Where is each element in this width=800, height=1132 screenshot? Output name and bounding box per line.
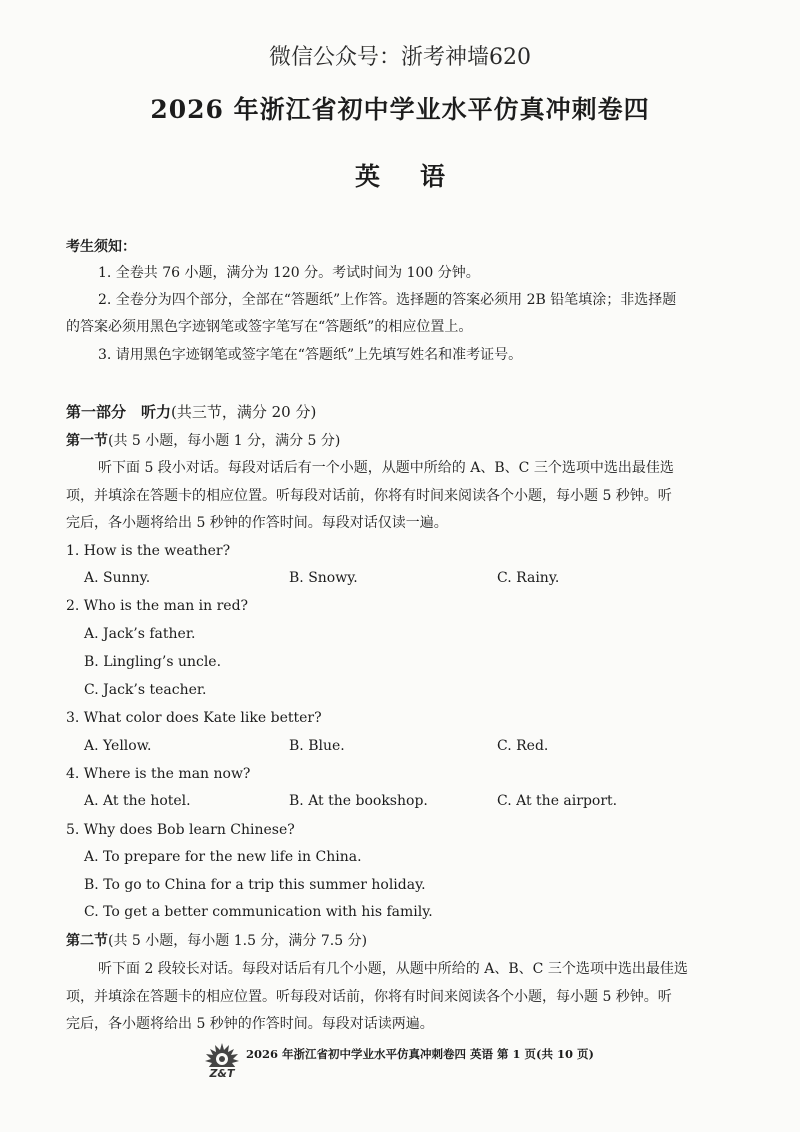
section1-intro-line-1: 听下面 5 段小对话。每段对话后有一个小题，从题中所给的 A、B、C 三个选项中选出最佳选 [98,460,674,476]
question-2: 2. Who is the man in red? [66,598,249,614]
section1-intro-line-2: 项，并填涂在答题卡的相应位置。听每段对话前，你将有时间来阅读各个小题，每小题 5 秒钟。听 [66,488,672,504]
section2-heading-note: (共 5 小题，每小题 1.5 分，满分 7.5 分) [108,933,368,949]
q4-option-b: B. At the bookshop. [289,793,428,809]
q2-option-c: C. Jack’s teacher. [84,682,207,698]
section2-intro-line-1: 听下面 2 段较长对话。每段对话后有几个小题，从题中所给的 A、B、C 三个选项中选出最佳选 [98,961,688,977]
notice-item-2-line-1: 2. 全卷分为四个部分，全部在“答题纸”上作答。选择题的答案必须用 2B 铅笔填涂；非选择题 [98,292,677,308]
section2-intro-line-2: 项，并填涂在答题卡的相应位置。听每段对话前，你将有时间来阅读各个小题，每小题 5 秒钟。听 [66,989,672,1005]
page-footer: 2026 年浙江省初中学业水平仿真冲刺卷四 英语 第 1 页(共 10 页) [246,1047,594,1061]
section1-intro-line-3: 完后，各小题将给出 5 秒钟的作答时间。每段对话仅读一遍。 [66,515,448,531]
q2-option-a: A. Jack’s father. [84,626,196,642]
notice-heading: 考生须知： [66,239,136,255]
q1-option-a: A. Sunny. [84,570,151,586]
q3-option-b: B. Blue. [289,738,345,754]
q1-option-b: B. Snowy. [289,570,358,586]
notice-item-2-line-2: 的答案必须用黑色字迹钢笔或签字笔写在“答题纸”的相应位置上。 [66,319,473,335]
part1-heading-note: (共三节，满分 20 分) [171,403,317,421]
part1-heading [66,401,316,422]
q5-option-b: B. To go to China for a trip this summer holiday. [84,877,426,893]
section2-heading [66,930,367,950]
question-5: 5. Why does Bob learn Chinese? [66,822,295,838]
q4-option-a: A. At the hotel. [84,793,191,809]
notice-item-3: 3. 请用黑色字迹钢笔或签字笔在“答题纸”上先填写姓名和准考证号。 [98,347,523,363]
section1-heading-label: 第一节 [66,433,108,449]
q3-option-a: A. Yellow. [84,738,152,754]
section2-heading-label: 第二节 [66,933,108,949]
q4-option-c: C. At the airport. [497,793,618,809]
q3-option-c: C. Red. [497,738,549,754]
section2-intro-line-3: 完后，各小题将给出 5 秒钟的作答时间。每段对话读两遍。 [66,1016,434,1032]
q5-option-a: A. To prepare for the new life in China. [84,849,362,865]
part1-heading-label: 第一部分 听力 [66,403,172,421]
question-1: 1. How is the weather? [66,543,231,559]
question-3: 3. What color does Kate like better? [66,710,322,726]
notice-item-1: 1. 全卷共 76 小题，满分为 120 分。考试时间为 100 分钟。 [98,265,480,281]
watermark: 微信公众号：浙考神墙620 [269,45,531,70]
q5-option-c: C. To get a better communication with his family. [84,904,433,920]
q2-option-b: B. Lingling’s uncle. [84,654,222,670]
publisher-logo-text: Z&T [206,1067,238,1080]
page-title: 2026 年浙江省初中学业水平仿真冲刺卷四 [150,95,650,124]
section1-heading [66,430,340,450]
question-4: 4. Where is the man now? [66,766,251,782]
publisher-logo [202,1041,242,1081]
q1-option-c: C. Rainy. [497,570,560,586]
section1-heading-note: (共 5 小题，每小题 1 分，满分 5 分) [108,433,341,449]
subject-title: 英语 [354,162,485,191]
